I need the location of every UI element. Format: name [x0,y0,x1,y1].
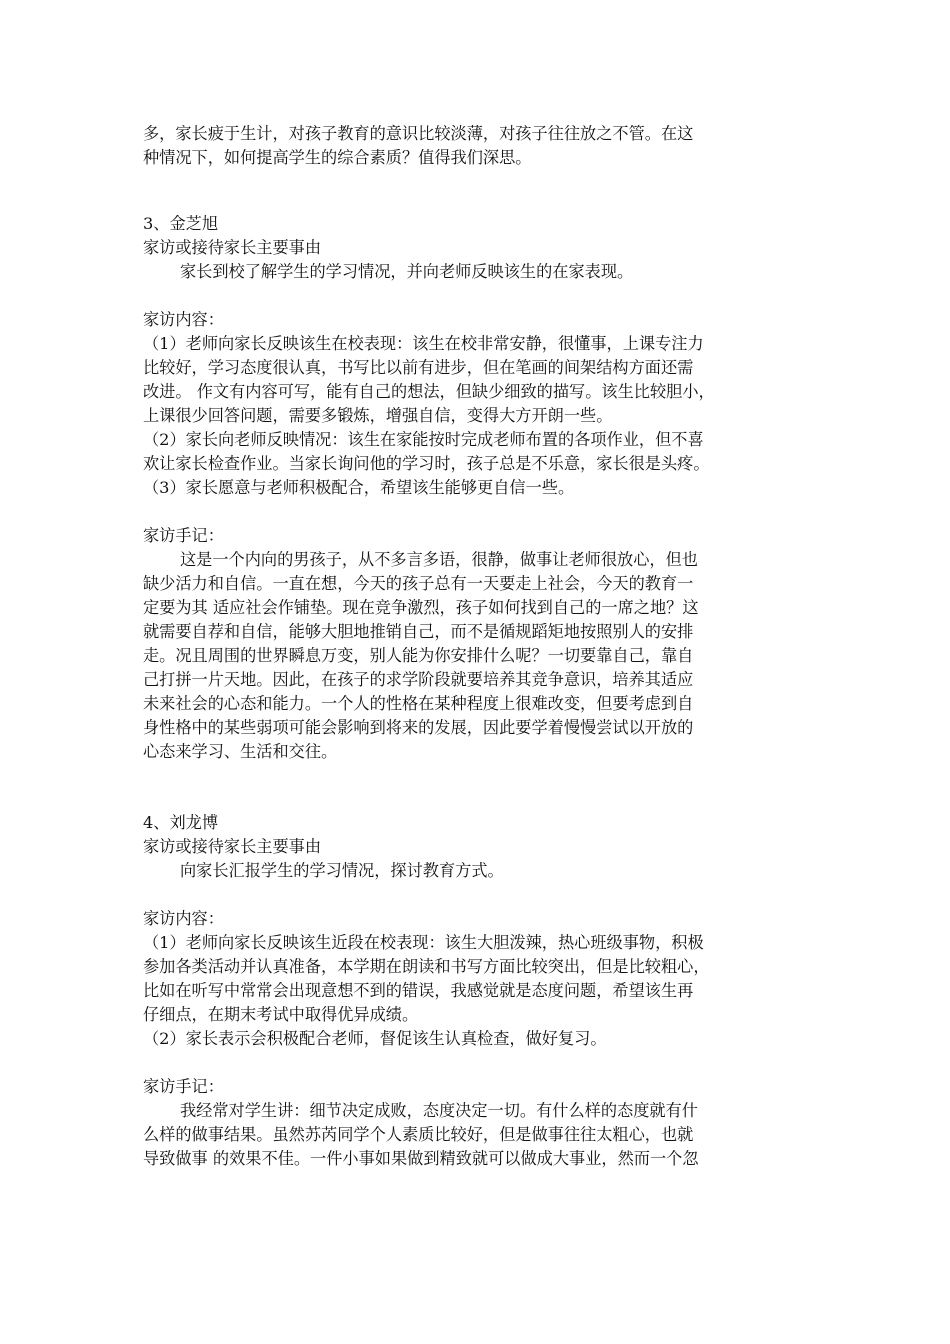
text-line: 比如在听写中常常会出现意想不到的错误，我感觉就是态度问题，希望该生再 [143,981,694,1000]
text-line: 就需要自荐和自信，能够大胆地推销自己，而不是循规蹈矩地按照别人的安排 [143,622,694,641]
text-line: 我经常对学生讲：细节决定成败，态度决定一切。有什么样的态度就有什 [180,1101,698,1120]
notes-paragraph [143,548,815,764]
content-label: 家访内容： [143,909,224,928]
text-line: （2）家长表示会积极配合老师，督促该生认真检查，做好复习。 [143,1029,607,1048]
text-line: 身性格中的某些弱项可能会影响到将来的发展，因此要学着慢慢尝试以开放的 [143,718,694,737]
text-line: 上课很少回答问题，需要多锻炼，增强自信，变得大方开朗一些。 [143,406,613,425]
section-4 [143,811,815,1171]
text-line: 心态来学习、生活和交往。 [143,742,338,761]
text-line: （1）老师向家长反映该生在校表现：该生在校非常安静，很懂事，上课专注力 [143,334,704,353]
document-page [143,122,815,1171]
notes-paragraph [143,1099,815,1171]
text-line: 改进。 作文有内容可写，能有自己的想法，但缺少细致的描写。该生比较胆小， [143,382,715,401]
section-3 [143,212,815,764]
text-line: 多，家长疲于生计，对孩子教育的意识比较淡薄，对孩子往往放之不管。在这 [143,124,694,143]
text-line: 定要为其 适应社会作铺垫。现在竞争激烈，孩子如何找到自己的一席之地？这 [143,598,699,617]
content-paragraph [143,931,815,1051]
text-line: （2）家长向老师反映情况：该生在家能按时完成老师布置的各项作业，但不喜 [143,430,704,449]
section-heading: 3、金芝旭 [143,214,219,233]
text-line: 这是一个内向的男孩子，从不多言多语，很静，做事让老师很放心，但也 [180,550,698,569]
content-label: 家访内容： [143,310,224,329]
notes-label: 家访手记： [143,526,224,545]
text-line: 导致做事 的效果不佳。一件小事如果做到精致就可以做成大事业，然而一个忽 [143,1149,699,1168]
text-line: （1）老师向家长反映该生近段在校表现：该生大胆泼辣，热心班级事物，积极 [143,933,704,952]
text-line: （3）家长愿意与老师积极配合，希望该生能够更自信一些。 [143,478,575,497]
reason-text: 向家长汇报学生的学习情况，探讨教育方式。 [180,861,504,880]
notes-label: 家访手记： [143,1077,224,1096]
reason-text: 家长到校了解学生的学习情况，并向老师反映该生的在家表现。 [180,262,634,281]
text-line: 比较好，学习态度很认真，书写比以前有进步，但在笔画的间架结构方面还需 [143,358,694,377]
continuation-paragraph [143,122,815,170]
text-line: 欢让家长检查作业。当家长询问他的学习时，孩子总是不乐意，家长很是头疼。 [143,454,710,473]
text-line: 么样的做事结果。虽然苏芮同学个人素质比较好，但是做事往往太粗心，也就 [143,1125,694,1144]
text-line: 未来社会的心态和能力。一个人的性格在某种程度上很难改变，但要考虑到自 [143,694,694,713]
text-line: 种情况下，如何提高学生的综合素质？值得我们深思。 [143,148,532,167]
text-line: 仔细点，在期末考试中取得优异成绩。 [143,1005,419,1024]
section-heading: 4、刘龙博 [143,813,219,832]
reason-label: 家访或接待家长主要事由 [143,837,322,856]
text-line: 缺少活力和自信。一直在想，今天的孩子总有一天要走上社会，今天的教育一 [143,574,694,593]
content-paragraph [143,332,815,500]
text-line: 参加各类活动并认真准备，本学期在朗读和书写方面比较突出，但是比较粗心， [143,957,710,976]
text-line: 己打拼一片天地。因此，在孩子的求学阶段就要培养其竞争意识，培养其适应 [143,670,694,689]
reason-label: 家访或接待家长主要事由 [143,238,322,257]
text-line: 走。况且周围的世界瞬息万变，别人能为你安排什么呢？一切要靠自己，靠自 [143,646,694,665]
